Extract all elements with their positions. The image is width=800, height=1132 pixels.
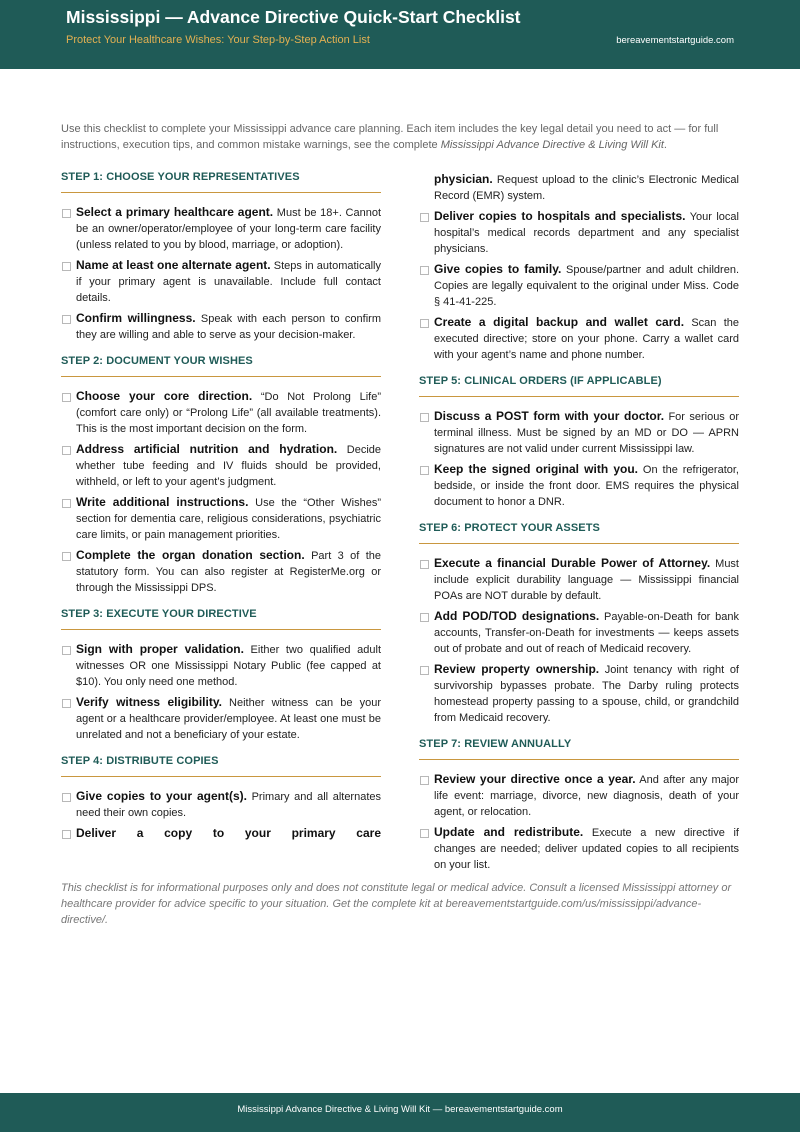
step-heading: STEP 7: REVIEW ANNUALLY bbox=[419, 738, 739, 760]
checkbox-icon[interactable] bbox=[420, 666, 429, 675]
checklist-item[interactable] bbox=[419, 208, 739, 257]
header-site-link[interactable]: bereavementstartguide.com bbox=[616, 35, 734, 46]
step-heading: STEP 4: DISTRIBUTE COPIES bbox=[61, 755, 381, 777]
checkbox-icon[interactable] bbox=[62, 793, 71, 802]
intro-end: . bbox=[663, 139, 667, 151]
item-title: Give copies to your agent(s). bbox=[76, 789, 247, 803]
checkbox-icon[interactable] bbox=[420, 829, 429, 838]
left-column bbox=[61, 171, 381, 854]
item-text: Decide whether tube feeding and IV fluids should be provided, withheld, or left to your agent’s judgment. bbox=[76, 444, 381, 488]
intro-text: Use this checklist to complete your Mississippi advance care planning. Each item includes the key legal detail you need to act — for full instructions, execution tips, and common mistake warnings, see the complete bbox=[61, 123, 719, 151]
item-text: Part 3 of the statutory form. You can also register at RegisterMe.org or through the Mississippi DPS. bbox=[76, 550, 382, 594]
checkbox-icon[interactable] bbox=[62, 393, 71, 402]
item-title: Select a primary healthcare agent. bbox=[76, 205, 274, 219]
checklist-item[interactable] bbox=[61, 547, 381, 596]
checkbox-icon[interactable] bbox=[420, 413, 429, 422]
step-heading: STEP 5: CLINICAL ORDERS (IF APPLICABLE) bbox=[419, 375, 739, 397]
item-text: Steps in automatically if your primary agent is unavailable. Include full contact details. bbox=[76, 260, 381, 304]
page-footer bbox=[0, 1093, 800, 1132]
checkbox-icon[interactable] bbox=[420, 266, 429, 275]
item-text: Speak with each person to confirm they are willing and able to serve as your decision-maker. bbox=[76, 313, 381, 341]
checklist-item[interactable] bbox=[61, 204, 381, 253]
step-heading: STEP 2: DOCUMENT YOUR WISHES bbox=[61, 355, 381, 377]
checklist-item[interactable] bbox=[419, 555, 739, 604]
item-title: Execute a financial Durable Power of Attorney. bbox=[434, 556, 711, 570]
checkbox-icon[interactable] bbox=[62, 646, 71, 655]
item-title: Review property ownership. bbox=[434, 662, 600, 676]
checkbox-icon[interactable] bbox=[420, 776, 429, 785]
item-text: Spouse/partner and adult children. Copies are legally equivalent to the original under Miss. Code § 41-41-225. bbox=[434, 264, 739, 308]
item-text: Execute a new directive if changes are needed; deliver updated copies to all recipients on your list. bbox=[434, 827, 739, 871]
item-text: Must be 18+. Cannot be an owner/operator/employee of your long-term care facility (unless related to you by blood, marriage, or adoption). bbox=[76, 207, 381, 251]
checklist-item[interactable] bbox=[61, 825, 381, 842]
checklist-item[interactable] bbox=[61, 257, 381, 306]
item-text: Payable-on-Death for bank accounts, Transfer-on-Death for investments — keeps assets out of probate and out of reach of Medicaid recovery. bbox=[434, 611, 739, 655]
step-6 bbox=[419, 522, 739, 726]
footer-text: Mississippi Advance Directive & Living Will Kit — bereavementstartguide.com bbox=[237, 1104, 563, 1115]
item-title: Keep the signed original with you. bbox=[434, 462, 639, 476]
step-5 bbox=[419, 375, 739, 510]
checkbox-icon[interactable] bbox=[62, 830, 71, 839]
item-text: On the refrigerator, bedside, or inside the front door. EMS requires the physical document to honor a DNR. bbox=[434, 464, 739, 508]
checklist-item[interactable] bbox=[419, 261, 739, 310]
checkbox-icon[interactable] bbox=[420, 466, 429, 475]
checklist-item[interactable] bbox=[419, 771, 739, 820]
item-title: Deliver copies to hospitals and specialists. bbox=[434, 209, 686, 223]
checklist-item-continued bbox=[419, 171, 739, 204]
step-3 bbox=[61, 608, 381, 743]
checkbox-icon[interactable] bbox=[62, 209, 71, 218]
checklist-item[interactable] bbox=[419, 461, 739, 510]
checkbox-icon[interactable] bbox=[420, 213, 429, 222]
intro-paragraph bbox=[61, 121, 740, 153]
item-title: Confirm willingness. bbox=[76, 311, 196, 325]
checklist-item[interactable] bbox=[61, 388, 381, 437]
item-text: Scan the executed directive; store on your phone. Carry a wallet card with your agent’s name and phone number. bbox=[434, 317, 739, 361]
page-title: Mississippi — Advance Directive Quick-Start Checklist bbox=[66, 7, 521, 27]
step-2 bbox=[61, 355, 381, 596]
item-title: Discuss a POST form with your doctor. bbox=[434, 409, 665, 423]
item-text: Request upload to the clinic’s Electronic Medical Record (EMR) system. bbox=[434, 174, 739, 202]
page-subtitle: Protect Your Healthcare Wishes: Your Step-by-Step Action List bbox=[66, 34, 370, 46]
checkbox-icon[interactable] bbox=[62, 699, 71, 708]
step-4 bbox=[61, 755, 381, 842]
item-title: Give copies to family. bbox=[434, 262, 562, 276]
item-text: “Do Not Prolong Life” (comfort care only) or “Prolong Life” (all available treatments). This is the most important decision on the form. bbox=[76, 391, 381, 435]
item-text: For serious or terminal illness. Must be signed by an MD or DO — APRN signatures are not valid under current Mississippi law. bbox=[434, 411, 739, 455]
item-title: Create a digital backup and wallet card. bbox=[434, 315, 685, 329]
checklist-item[interactable] bbox=[61, 441, 381, 490]
item-text: Primary and all alternates need their own copies. bbox=[76, 791, 382, 819]
item-title: Deliver a copy to your primary care bbox=[76, 826, 381, 840]
item-text: Either two qualified adult witnesses OR one Mississippi Notary Public (fee capped at $10). You only need one method. bbox=[76, 644, 381, 688]
checklist-item[interactable] bbox=[61, 694, 381, 743]
checklist-item[interactable] bbox=[419, 608, 739, 657]
item-text: Joint tenancy with right of survivorship bypasses probate. The Darby ruling protects homestead property passing to a spouse, child, or grandchild from Medicaid recovery. bbox=[434, 664, 739, 724]
item-title: Update and redistribute. bbox=[434, 825, 584, 839]
checkbox-icon[interactable] bbox=[420, 560, 429, 569]
item-text: Your local hospital’s medical records department and any specialist physicians. bbox=[434, 211, 739, 255]
checkbox-icon[interactable] bbox=[62, 446, 71, 455]
step-heading: STEP 1: CHOOSE YOUR REPRESENTATIVES bbox=[61, 171, 381, 193]
item-title: Verify witness eligibility. bbox=[76, 695, 222, 709]
checklist-item[interactable] bbox=[61, 641, 381, 690]
right-column bbox=[419, 171, 739, 885]
item-title: Choose your core direction. bbox=[76, 389, 253, 403]
item-text: Neither witness can be your agent or a healthcare provider/employee. At least one must be unrelated and not a beneficiary of your estate. bbox=[76, 697, 381, 741]
step-heading: STEP 6: PROTECT YOUR ASSETS bbox=[419, 522, 739, 544]
checkbox-icon[interactable] bbox=[420, 319, 429, 328]
checklist-item[interactable] bbox=[61, 310, 381, 343]
checklist-item[interactable] bbox=[419, 661, 739, 726]
intro-kit-title: Mississippi Advance Directive & Living Will Kit bbox=[440, 139, 664, 151]
item-text: Use the “Other Wishes” section for dementia care, religious considerations, psychiatric care limits, or pain management priorities. bbox=[76, 497, 381, 541]
item-text: Must include explicit durability language — Mississippi financial POAs are NOT durable by default. bbox=[434, 558, 739, 602]
checklist-item[interactable] bbox=[61, 494, 381, 543]
item-title: Address artificial nutrition and hydration. bbox=[76, 442, 338, 456]
checklist-item[interactable] bbox=[419, 408, 739, 457]
checklist-item[interactable] bbox=[419, 314, 739, 363]
checkbox-icon[interactable] bbox=[62, 262, 71, 271]
page-header bbox=[0, 0, 800, 69]
item-title: Sign with proper validation. bbox=[76, 642, 244, 656]
step-1 bbox=[61, 171, 381, 343]
checklist-item[interactable] bbox=[419, 824, 739, 873]
step-4-continued bbox=[419, 171, 739, 363]
checkbox-icon[interactable] bbox=[62, 315, 71, 324]
checkbox-icon[interactable] bbox=[62, 552, 71, 561]
item-title: Complete the organ donation section. bbox=[76, 548, 305, 562]
item-title: Write additional instructions. bbox=[76, 495, 249, 509]
item-title: Review your directive once a year. bbox=[434, 772, 636, 786]
disclaimer: This checklist is for informational purposes only and does not constitute legal or medical advice. Consult a licensed Mississippi attorney or healthcare provider for advice specific to your situation. Get the complete kit at bereavementstartguide.com/us/mississippi/advance-directive/. bbox=[61, 882, 732, 926]
step-heading: STEP 3: EXECUTE YOUR DIRECTIVE bbox=[61, 608, 381, 630]
step-7 bbox=[419, 738, 739, 873]
item-title: Add POD/TOD designations. bbox=[434, 609, 600, 623]
item-text: And after any major life event: marriage, divorce, new diagnosis, death of your agent, or relocation. bbox=[434, 774, 739, 818]
checklist-item[interactable] bbox=[61, 788, 381, 821]
item-title: Name at least one alternate agent. bbox=[76, 258, 271, 272]
checkbox-icon[interactable] bbox=[420, 613, 429, 622]
checkbox-icon[interactable] bbox=[62, 499, 71, 508]
item-title: physician. bbox=[434, 172, 493, 186]
